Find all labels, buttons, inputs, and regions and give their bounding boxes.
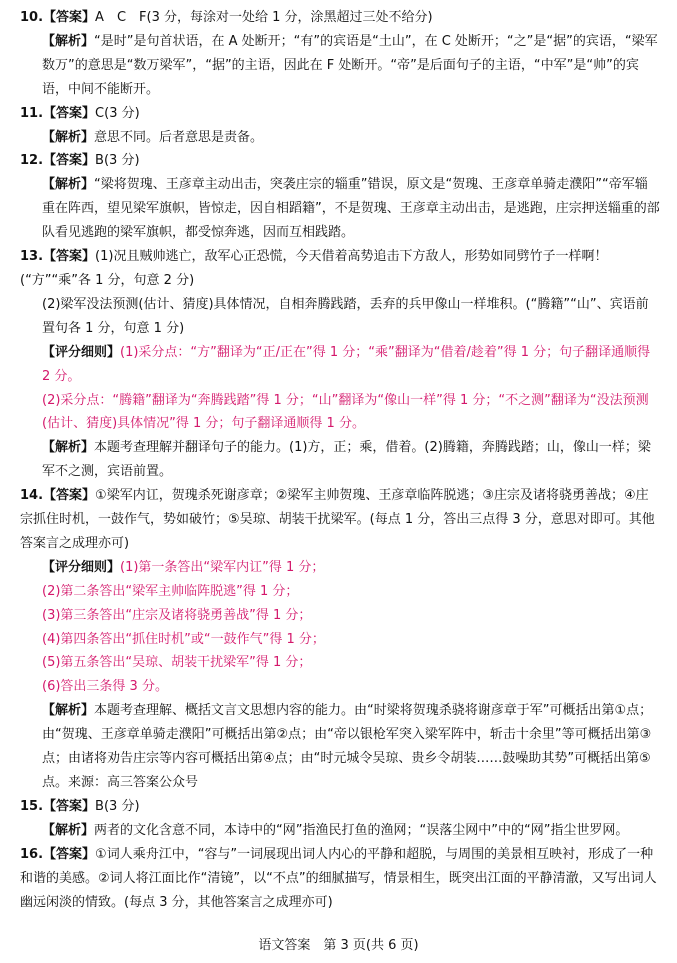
q14-analysis xyxy=(20,699,660,795)
answer-text: ①梁军内讧，贺瑰杀死谢彦章；②梁军主帅贺瑰、王彦章临阵脱逃；③庄宗及诸将骁勇善战；④庄宗抓住时机，一鼓作气，势如破竹；⑤吴琼、胡装干扰梁军。(每点 1 分，答出三点得 3 分，意思对即可。其他答案言之成理亦可) xyxy=(20,488,655,551)
q10-answer xyxy=(20,6,660,30)
analysis-text: “是时”是句首状语，在 A 处断开；“有”的宾语是“土山”，在 C 处断开；“之”是“据”的宾语，“梁军数万”的意思是“数万梁军”，“据”的主语，因此在 F 处断开。“帝”是后面句子的主语，“中军”是“帅”的宾语，中间不能断开。 xyxy=(42,33,658,97)
question-number: 12. xyxy=(20,153,44,169)
analysis-tag: 【解析】 xyxy=(42,33,95,49)
question-number: 10. xyxy=(20,10,44,25)
grading-item: (6)答出三条得 3 分。 xyxy=(42,679,168,695)
question-number: 11. xyxy=(20,105,44,121)
answer-tag: 【答案】 xyxy=(43,846,96,862)
grading-tag: 【评分细则】 xyxy=(42,559,121,575)
analysis-text: 两者的文化含意不同，本诗中的“网”指渔民打鱼的渔网；“误落尘网中”中的“网”指尘世罗网。 xyxy=(94,822,629,838)
page-footer: 语文答案 第 3 页(共 6 页) xyxy=(258,938,419,953)
q12-analysis xyxy=(20,173,660,245)
grading-item: (2)第二条答出“梁军主帅临阵脱逃”得 1 分； xyxy=(42,583,299,599)
analysis-text: “梁将贺瑰、王彦章主动出击，突袭庄宗的辎重”错误，原文是“贺瑰、王彦章单骑走濮阳”“帝军辎重在阵西，望见梁军旗帜，皆惊走，因自相蹈籍”，不是贺瑰、王彦章主动出击，是逃跑，庄宗押送辎重的部队看见逃跑的梁军旗帜，都受惊奔逃，因而互相践踏。 xyxy=(42,177,660,241)
answer-text: B(3 分) xyxy=(95,153,140,169)
answer-text: B(3 分) xyxy=(95,798,140,814)
analysis-tag: 【解析】 xyxy=(42,177,95,193)
analysis-text: 本题考查理解并翻译句子的能力。(1)方，正；乘，借着。(2)腾籍，奔腾践踏；山，像山一样；梁军不之测，宾语前置。 xyxy=(42,440,651,480)
question-number: 16. xyxy=(20,846,44,862)
answer-text: C(3 分) xyxy=(95,105,140,121)
q12-answer xyxy=(20,149,660,173)
q15-answer xyxy=(20,795,660,819)
grading-item: (3)第三条答出“庄宗及诸将骁勇善战”得 1 分； xyxy=(42,607,312,623)
q16-answer xyxy=(20,843,660,915)
analysis-text: 本题考查理解、概括文言文思想内容的能力。由“时梁将贺瑰杀骁将谢彦章于军”可概括出第①点；由“贺瑰、王彦章单骑走濮阳”可概括出第②点；由“帝以银枪军突入梁军阵中，斩击十余里”等可概括出第③点；由诸将劝告庄宗等内容可概括出第④点；由“时元城令吴琼、贵乡令胡装……鼓噪助其势”可概括出第⑤点。来源：高三答案公众号 xyxy=(42,703,653,790)
answer-tag: 【答案】 xyxy=(43,798,96,814)
analysis-tag: 【解析】 xyxy=(42,129,95,145)
q11-analysis xyxy=(20,126,660,150)
q13-answer-2: (2)梁军没法预测(估计、猜度)具体情况，自相奔腾践踏，丢弃的兵甲像山一样堆积。(“腾籍”“山”、宾语前置句各 1 分，句意 1 分) xyxy=(42,296,649,336)
answer-text: ①词人乘舟江中，“容与”一词展现出词人内心的平静和超脱，与周围的美景相互映衬，形成了一种和谐的美感。②词人将江面比作“清镜”，以“不点”的细腻描写，情景相生，既突出江面的平静清澈，又写出词人幽远闲淡的情致。(每点 3 分，其他答案言之成理亦可) xyxy=(20,846,657,910)
grading-item: (4)第四条答出“抓住时机”或“一鼓作气”得 1 分； xyxy=(42,631,325,647)
q13-analysis xyxy=(20,436,660,484)
analysis-tag: 【解析】 xyxy=(42,822,95,838)
answer-tag: 【答案】 xyxy=(43,153,96,169)
answer-tag: 【答案】 xyxy=(43,10,96,25)
q11-answer xyxy=(20,102,660,126)
answer-text: (1)况且贼帅逃亡，敌军心正恐慌，今天借着高势追击下方敌人，形势如同劈竹子一样啊！(“方”“乘”各 1 分，句意 2 分) xyxy=(20,249,608,288)
grading-text: (1)采分点：“方”翻译为“正/正在”得 1 分；“乘”翻译为“借着/趁着”得 1 分；句子翻译通顺得 2 分。 xyxy=(42,344,651,384)
answer-tag: 【答案】 xyxy=(43,105,96,121)
answer-tag: 【答案】 xyxy=(43,488,96,504)
grading-item: (5)第五条答出“吴琼、胡装干扰梁军”得 1 分； xyxy=(42,655,312,671)
q13-answer-1 xyxy=(20,245,660,293)
q13-grading-2: (2)采分点：“腾籍”翻译为“奔腾践踏”得 1 分；“山”翻译为“像山一样”得 1 分；“不之测”翻译为“没法预测(估计、猜度)具体情况”得 1 分；句子翻译通顺得 1 分。 xyxy=(42,392,649,432)
q14-answer xyxy=(20,484,660,556)
answer-content xyxy=(20,6,660,914)
answer-tag: 【答案】 xyxy=(43,249,96,265)
question-number: 14. xyxy=(20,488,44,504)
q10-analysis xyxy=(20,30,660,102)
q14-grading-header xyxy=(20,556,660,580)
answer-text: A C F(3 分，每涂对一处给 1 分，涂黑超过三处不给分) xyxy=(95,10,433,25)
analysis-text: 意思不同。后者意思是责备。 xyxy=(94,129,264,145)
analysis-tag: 【解析】 xyxy=(42,703,95,719)
grading-item: (1)第一条答出“梁军内讧”得 1 分； xyxy=(120,559,325,575)
q13-grading-1 xyxy=(20,341,660,389)
question-number: 15. xyxy=(20,798,44,814)
q15-analysis xyxy=(20,819,660,843)
grading-tag: 【评分细则】 xyxy=(42,344,121,360)
question-number: 13. xyxy=(20,249,44,265)
analysis-tag: 【解析】 xyxy=(42,440,95,456)
